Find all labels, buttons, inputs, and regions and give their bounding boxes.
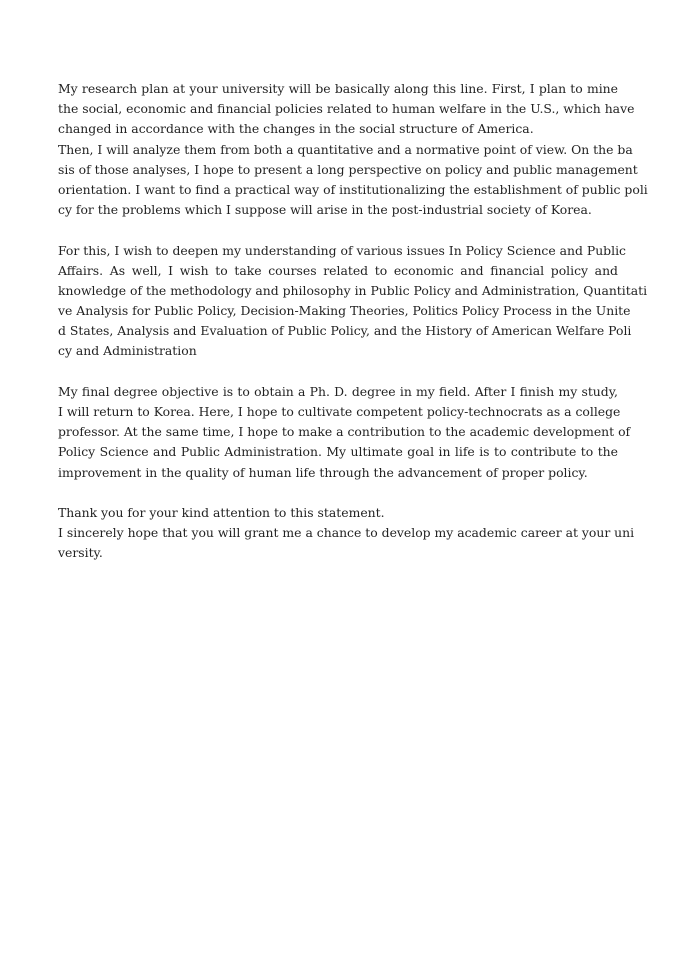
paragraph-research-plan [58,79,648,220]
text-line: improvement in the quality of human life through the advancement of proper policy. [58,464,588,480]
text-line: Policy Science and Public Administration. My ultimate goal in life is to contribute to the [58,444,618,460]
paragraph-gap [58,220,618,240]
text-line: I sincerely hope that you will grant me a chance to develop my academic career at your uni [58,525,635,541]
text-line: Thank you for your kind attention to this statement. [58,504,385,520]
text-line: ve Analysis for Public Policy, Decision-Making Theories, Politics Policy Process in the Unite [58,303,631,319]
text-line: My final degree objective is to obtain a Ph. D. degree in my field. After I finish my study, [58,383,618,399]
paragraph-gap [58,483,618,503]
text-line: cy and Administration [58,343,197,359]
text-line: knowledge of the methodology and philosophy in Public Policy and Administration, Quantitati [58,282,648,298]
text-line: Affairs. As well, I wish to take courses related to economic and financial policy and [58,262,618,278]
text-line: professor. At the same time, I hope to make a contribution to the academic development of [58,424,631,440]
text-line: orientation. I want to find a practical way of institutionalizing the establishment of public poli [58,181,648,197]
text-line: changed in accordance with the changes in the social structure of America. [58,121,534,137]
text-line: versity. [58,545,103,561]
paragraph-degree-objective [58,382,631,483]
text-line: the social, economic and financial policies related to human welfare in the U.S., which have [58,101,635,117]
text-line: Then, I will analyze them from both a quantitative and a normative point of view. On the ba [58,141,633,157]
text-line: cy for the problems which I suppose will arise in the post-industrial society of Korea. [58,202,592,218]
document-page [58,79,648,564]
text-line: I will return to Korea. Here, I hope to cultivate competent policy-technocrats as a college [58,404,621,419]
paragraph-gap [58,362,618,382]
paragraph-courses [58,241,648,362]
paragraph-closing [58,503,635,564]
text-line: d States, Analysis and Evaluation of Public Policy, and the History of American Welfare Poli [58,323,632,339]
text-line: sis of those analyses, I hope to present a long perspective on policy and public management [58,161,638,177]
text-line: My research plan at your university will be basically along this line. First, I plan to mine [58,81,618,96]
text-line: For this, I wish to deepen my understanding of various issues In Policy Science and Public [58,242,626,258]
